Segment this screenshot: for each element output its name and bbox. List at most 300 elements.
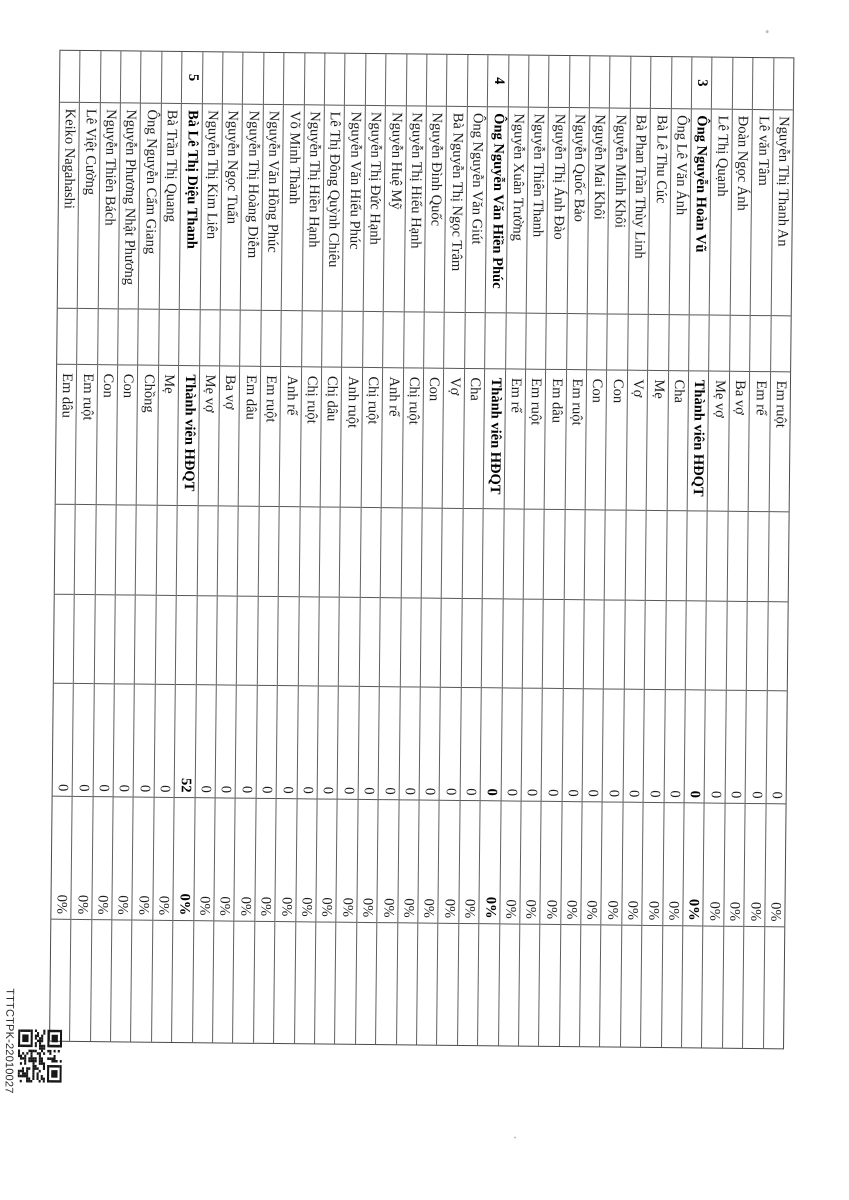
cell-name: Nguyễn Thị Hoàng Diễm [241,105,263,312]
cell-percent: 0% [357,799,378,923]
cell-relationship: Anh ruột [341,368,362,508]
cell-percent: 0% [643,802,664,926]
cell-empty [220,311,240,367]
cell-percent: 0% [500,801,521,925]
cell-percent: 0% [153,797,174,921]
cell-shares: 0 [420,687,441,800]
cell-name: Ông Lê Văn Ánh [669,109,691,316]
cell-relationship: Mẹ vợ [708,372,729,512]
cell-percent: 0% [541,801,562,925]
cell-empty [502,599,522,688]
cell-empty [767,602,787,691]
cell-shares: 0 [623,689,644,802]
cell-empty [75,505,95,595]
cell-percent: 0% [72,796,93,920]
cell-shares: 0 [725,690,746,803]
cell-empty [764,927,785,1048]
cell-stt [651,57,671,109]
cell-empty [743,927,764,1048]
cell-empty [462,599,482,688]
cell-stt [610,56,630,108]
cell-empty [299,507,319,597]
cell-relationship: Chồng [137,366,158,506]
cell-empty [543,600,563,689]
cell-shares: 0 [542,689,563,802]
cell-shares: 52 [175,685,196,798]
cell-name: Bà Trần Thị Quang [160,104,182,311]
cell-relationship: Con [96,365,117,505]
cell-shares: 0 [216,685,237,798]
cell-name: Bà Lê Thị Diệu Thanh [180,104,202,311]
cell-shares: 0 [460,688,481,801]
cell-stt [203,52,223,104]
cell-relationship: Cha [667,371,688,511]
cell-empty [648,315,668,371]
cell-name: Nguyễn Minh Khôi [608,108,630,315]
cell-relationship: Chị ruột [300,368,321,508]
cell-shares: 0 [399,687,420,800]
cell-relationship: Em ruột [525,370,546,510]
cell-relationship: Em ruột [260,367,281,507]
cell-empty [585,510,605,600]
cell-empty [70,920,91,1041]
cell-stt [712,58,732,110]
cell-empty [381,508,401,598]
cell-empty [54,595,74,684]
cell-empty [77,309,97,365]
cell-empty [730,316,750,372]
cell-name: Lê Thị Quạnh [710,109,732,316]
cell-percent: 0% [459,800,480,924]
cell-empty [335,923,356,1044]
cell-empty [546,314,566,370]
cell-name: Võ Minh Thành [282,105,304,312]
cell-stt: 5 [182,52,202,104]
cell-shares: 0 [379,687,400,800]
cell-empty [278,597,298,686]
cell-stt [284,53,304,105]
cell-stt [753,58,773,110]
cell-empty [605,511,625,601]
cell-relationship: Ba vợ [728,372,749,512]
cell-name: Nguyễn Mai Khôi [588,108,610,315]
cell-empty [259,507,279,597]
cell-empty [397,924,418,1045]
cell-empty [665,601,685,690]
cell-percent: 0% [235,798,256,922]
cell-percent: 0% [194,798,215,922]
cell-name: Nguyễn Thị Hiểu Hạnh [404,106,426,313]
cell-empty [462,509,482,599]
cell-name: Ông Nguyễn Văn Hiền Phúc [486,107,508,314]
cell-empty [193,921,214,1042]
cell-empty [217,596,237,685]
cell-stt [304,53,324,105]
cell-name: Nguyễn Quốc Bảo [567,108,589,315]
cell-stt [223,52,243,104]
cell-percent: 0% [602,802,623,926]
cell-stt [672,57,692,109]
cell-percent: 0% [663,803,684,927]
cell-percent: 0% [765,804,786,928]
cell-percent: 0% [214,798,235,922]
cell-relationship: Mẹ [647,371,668,511]
cell-percent: 0% [745,803,766,927]
cell-stt: 4 [488,55,508,107]
document-code: TTTCTPK-22010027 [2,988,16,1094]
cell-empty [340,508,360,598]
cell-shares: 0 [603,689,624,802]
cell-empty [322,312,342,368]
cell-name: Lê Thị Đông Quỳnh Chiêu [323,105,345,312]
cell-shares: 0 [685,690,706,803]
cell-percent: 0% [520,801,541,925]
cell-empty [356,923,377,1044]
cell-percent: 0% [174,797,195,921]
cell-name: Ông Nguyễn Văn Giút [465,107,487,314]
cell-empty [669,316,689,372]
cell-empty [584,600,604,689]
cell-relationship: Em rể [504,370,525,510]
cell-relationship: Chị dâu [321,368,342,508]
cell-empty [343,312,363,368]
cell-relationship: Con [423,369,444,509]
cell-empty [727,602,747,691]
cell-empty [485,314,505,370]
cell-name: Keiko Nagahashi [58,103,80,310]
cell-empty [281,312,301,368]
cell-empty [132,921,153,1042]
cell-stt [549,56,569,108]
cell-percent: 0% [112,797,133,921]
cell-shares: 0 [440,687,461,800]
cell-stt [243,53,263,105]
cell-empty [196,596,216,685]
cell-stt [773,58,793,110]
cell-empty [748,512,768,602]
cell-name: Nguyễn Văn Hiếu Phúc [343,106,365,313]
cell-empty [404,313,424,369]
cell-shares: 0 [73,684,94,797]
cell-name: Lê văn Tâm [751,110,773,317]
cell-empty [274,922,295,1043]
cell-empty [666,511,686,601]
cell-stt: 3 [692,57,712,109]
cell-empty [136,506,156,596]
cell-relationship: Em rể [749,372,770,512]
cell-empty [74,595,94,684]
cell-relationship: Vợ [443,369,464,509]
cell-empty [298,597,318,686]
cell-empty [383,313,403,369]
cell-shares: 0 [53,683,74,796]
cell-name: Bà Nguyễn Thị Ngọc Trâm [445,107,467,314]
cell-empty [482,599,502,688]
cell-empty [641,926,662,1047]
cell-empty [710,316,730,372]
qr-code [18,1029,63,1082]
cell-empty [320,508,340,598]
cell-name: Nguyễn Huệ Mỹ [384,106,406,313]
cell-empty [662,926,683,1047]
cell-empty [483,509,503,599]
cell-shares: 0 [481,688,502,801]
cell-empty [442,509,462,599]
cell-stt [529,56,549,108]
cell-empty [197,506,217,596]
cell-stt [631,57,651,109]
cell-empty [55,505,75,595]
cell-percent: 0% [622,802,643,926]
scan-speck [514,1137,516,1139]
cell-empty [625,601,645,690]
cell-relationship: Anh rể [280,367,301,507]
cell-empty [218,507,238,597]
cell-relationship: Em dâu [545,370,566,510]
cell-stt [406,54,426,106]
cell-empty [380,598,400,687]
cell-empty [57,309,77,365]
cell-empty [539,925,560,1046]
cell-percent: 0% [683,803,704,927]
cell-shares: 0 [195,685,216,798]
cell-stt [80,51,100,103]
cell-empty [626,511,646,601]
cell-name: Nguyễn Thiên Thanh [527,108,549,315]
cell-stt [345,54,365,106]
cell-empty [422,509,442,599]
cell-empty [587,315,607,371]
cell-relationship: Mẹ vợ [198,367,219,507]
cell-empty [478,924,499,1045]
cell-relationship: Mẹ [158,366,179,506]
cell-empty [687,511,707,601]
cell-shares: 0 [501,688,522,801]
cell-name: Nguyễn Thị Ánh Đào [547,108,569,315]
cell-empty [771,317,791,373]
cell-name: Nguyễn Thiên Bách [98,103,120,310]
cell-shares: 0 [338,686,359,799]
cell-empty [424,313,444,369]
cell-empty [50,920,71,1041]
cell-name: Nguyễn Thị Hiền Hạnh [302,105,324,312]
cell-stt [508,55,528,107]
cell-percent: 0% [255,798,276,922]
cell-relationship: Thành viên HĐQT [484,370,505,510]
cell-shares: 0 [256,686,277,799]
cell-empty [686,601,706,690]
cell-percent: 0% [296,799,317,923]
cell-empty [621,926,642,1047]
cell-name: Nguyễn Văn Hồng Phúc [262,105,284,312]
cell-relationship: Em dâu [56,365,77,505]
cell-percent: 0% [316,799,337,923]
cell-empty [152,921,173,1042]
cell-empty [421,598,441,687]
cell-shares: 0 [562,689,583,802]
cell-empty [360,598,380,687]
cell-empty [400,598,420,687]
cell-empty [604,600,624,689]
shareholders-table [49,50,794,1050]
cell-empty [519,925,540,1046]
cell-name: Bà Phan Trần Thùy Linh [629,109,651,316]
cell-percent: 0% [377,800,398,924]
cell-stt [121,51,141,103]
cell-empty [441,599,461,688]
cell-empty [116,505,136,595]
cell-name: Đoàn Ngọc Ánh [731,110,753,317]
cell-shares: 0 [664,690,685,803]
cell-empty [302,312,322,368]
cell-empty [279,507,299,597]
cell-stt [325,53,345,105]
cell-empty [723,927,744,1048]
cell-empty [682,927,703,1048]
cell-percent: 0% [439,800,460,924]
cell-empty [258,597,278,686]
cell-empty [315,923,336,1044]
cell-percent: 0% [479,801,500,925]
cell-percent: 0% [724,803,745,927]
cell-percent: 0% [561,802,582,926]
cell-name: Nguyễn Đình Quốc [425,106,447,313]
cell-empty [417,924,438,1045]
cell-name: Nguyễn Ngọc Tuấn [221,104,243,311]
cell-empty [254,922,275,1043]
cell-empty [646,511,666,601]
cell-empty [544,510,564,600]
cell-name: Bà Lê Thu Cúc [649,109,671,316]
cell-relationship: Chị ruột [361,368,382,508]
cell-empty [234,922,255,1043]
cell-empty [458,924,479,1045]
cell-empty [728,512,748,602]
cell-shares: 0 [114,684,135,797]
cell-stt [427,55,447,107]
cell-shares: 0 [746,691,767,804]
cell-empty [139,310,159,366]
cell-relationship: Vợ [627,371,648,511]
cell-stt [570,56,590,108]
cell-stt [733,58,753,110]
cell-empty [628,315,648,371]
cell-relationship: Thành viên HĐQT [178,366,199,506]
cell-relationship: Con [586,371,607,511]
cell-empty [319,597,339,686]
cell-empty [499,925,520,1046]
cell-relationship: Em dâu [239,367,260,507]
cell-relationship: Em ruột [76,365,97,505]
cell-empty [564,510,584,600]
cell-relationship: Cha [463,369,484,509]
cell-empty [560,925,581,1046]
cell-stt [447,55,467,107]
cell-stt [101,51,121,103]
cell-empty [689,316,709,372]
cell-shares: 0 [297,686,318,799]
cell-empty [506,314,526,370]
cell-shares: 0 [705,690,726,803]
cell-empty [200,311,220,367]
cell-empty [295,922,316,1043]
cell-name: Nguyễn Phương Nhật Phương [119,103,141,310]
cell-percent: 0% [92,797,113,921]
cell-empty [179,310,199,366]
cell-empty [91,920,112,1041]
cell-shares: 0 [583,689,604,802]
cell-empty [645,601,665,690]
cell-empty [580,925,601,1046]
cell-empty [702,927,723,1048]
cell-stt [60,51,80,103]
cell-percent: 0% [581,802,602,926]
cell-shares: 0 [318,686,339,799]
cell-empty [524,510,544,600]
cell-empty [363,312,383,368]
cell-empty [401,508,421,598]
cell-empty [465,313,485,369]
cell-stt [366,54,386,106]
cell-percent: 0% [276,799,297,923]
cell-empty [437,924,458,1045]
cell-name: Nguyễn Xuân Trường [506,107,528,314]
cell-relationship: Con [117,366,138,506]
cell-empty [523,600,543,689]
cell-shares: 0 [644,690,665,803]
cell-empty [601,926,622,1047]
cell-name: Ông Nguyễn Hoàn Vũ [690,109,712,316]
cell-stt [264,53,284,105]
cell-relationship: Em ruột [769,373,790,513]
cell-empty [376,923,397,1044]
scan-speck [766,30,769,33]
cell-shares: 0 [236,685,257,798]
cell-percent: 0% [398,800,419,924]
cell-empty [118,310,138,366]
cell-empty [135,595,155,684]
cell-empty [750,316,770,372]
cell-relationship: Thành viên HĐQT [688,372,709,512]
cell-empty [339,598,359,687]
cell-shares: 0 [522,688,543,801]
cell-stt [386,54,406,106]
cell-empty [503,509,523,599]
cell-shares: 0 [766,691,787,804]
cell-percent: 0% [704,803,725,927]
cell-empty [157,506,177,596]
cell-relationship: Anh rể [382,368,403,508]
cell-empty [176,596,196,685]
cell-name: Nguyễn Thị Kim Liên [200,104,222,311]
cell-empty [237,597,257,686]
cell-empty [261,311,281,367]
cell-empty [361,508,381,598]
cell-stt [162,52,182,104]
cell-empty [706,601,726,690]
cell-shares: 0 [358,687,379,800]
cell-empty [98,310,118,366]
cell-name: Lê Việt Cường [78,103,100,310]
cell-name: Nguyễn Thị Đức Hạnh [363,106,385,313]
cell-empty [213,922,234,1043]
cell-percent: 0% [133,797,154,921]
cell-shares: 0 [134,684,155,797]
cell-empty [159,310,179,366]
cell-empty [177,506,197,596]
cell-empty [444,313,464,369]
cell-empty [608,315,628,371]
